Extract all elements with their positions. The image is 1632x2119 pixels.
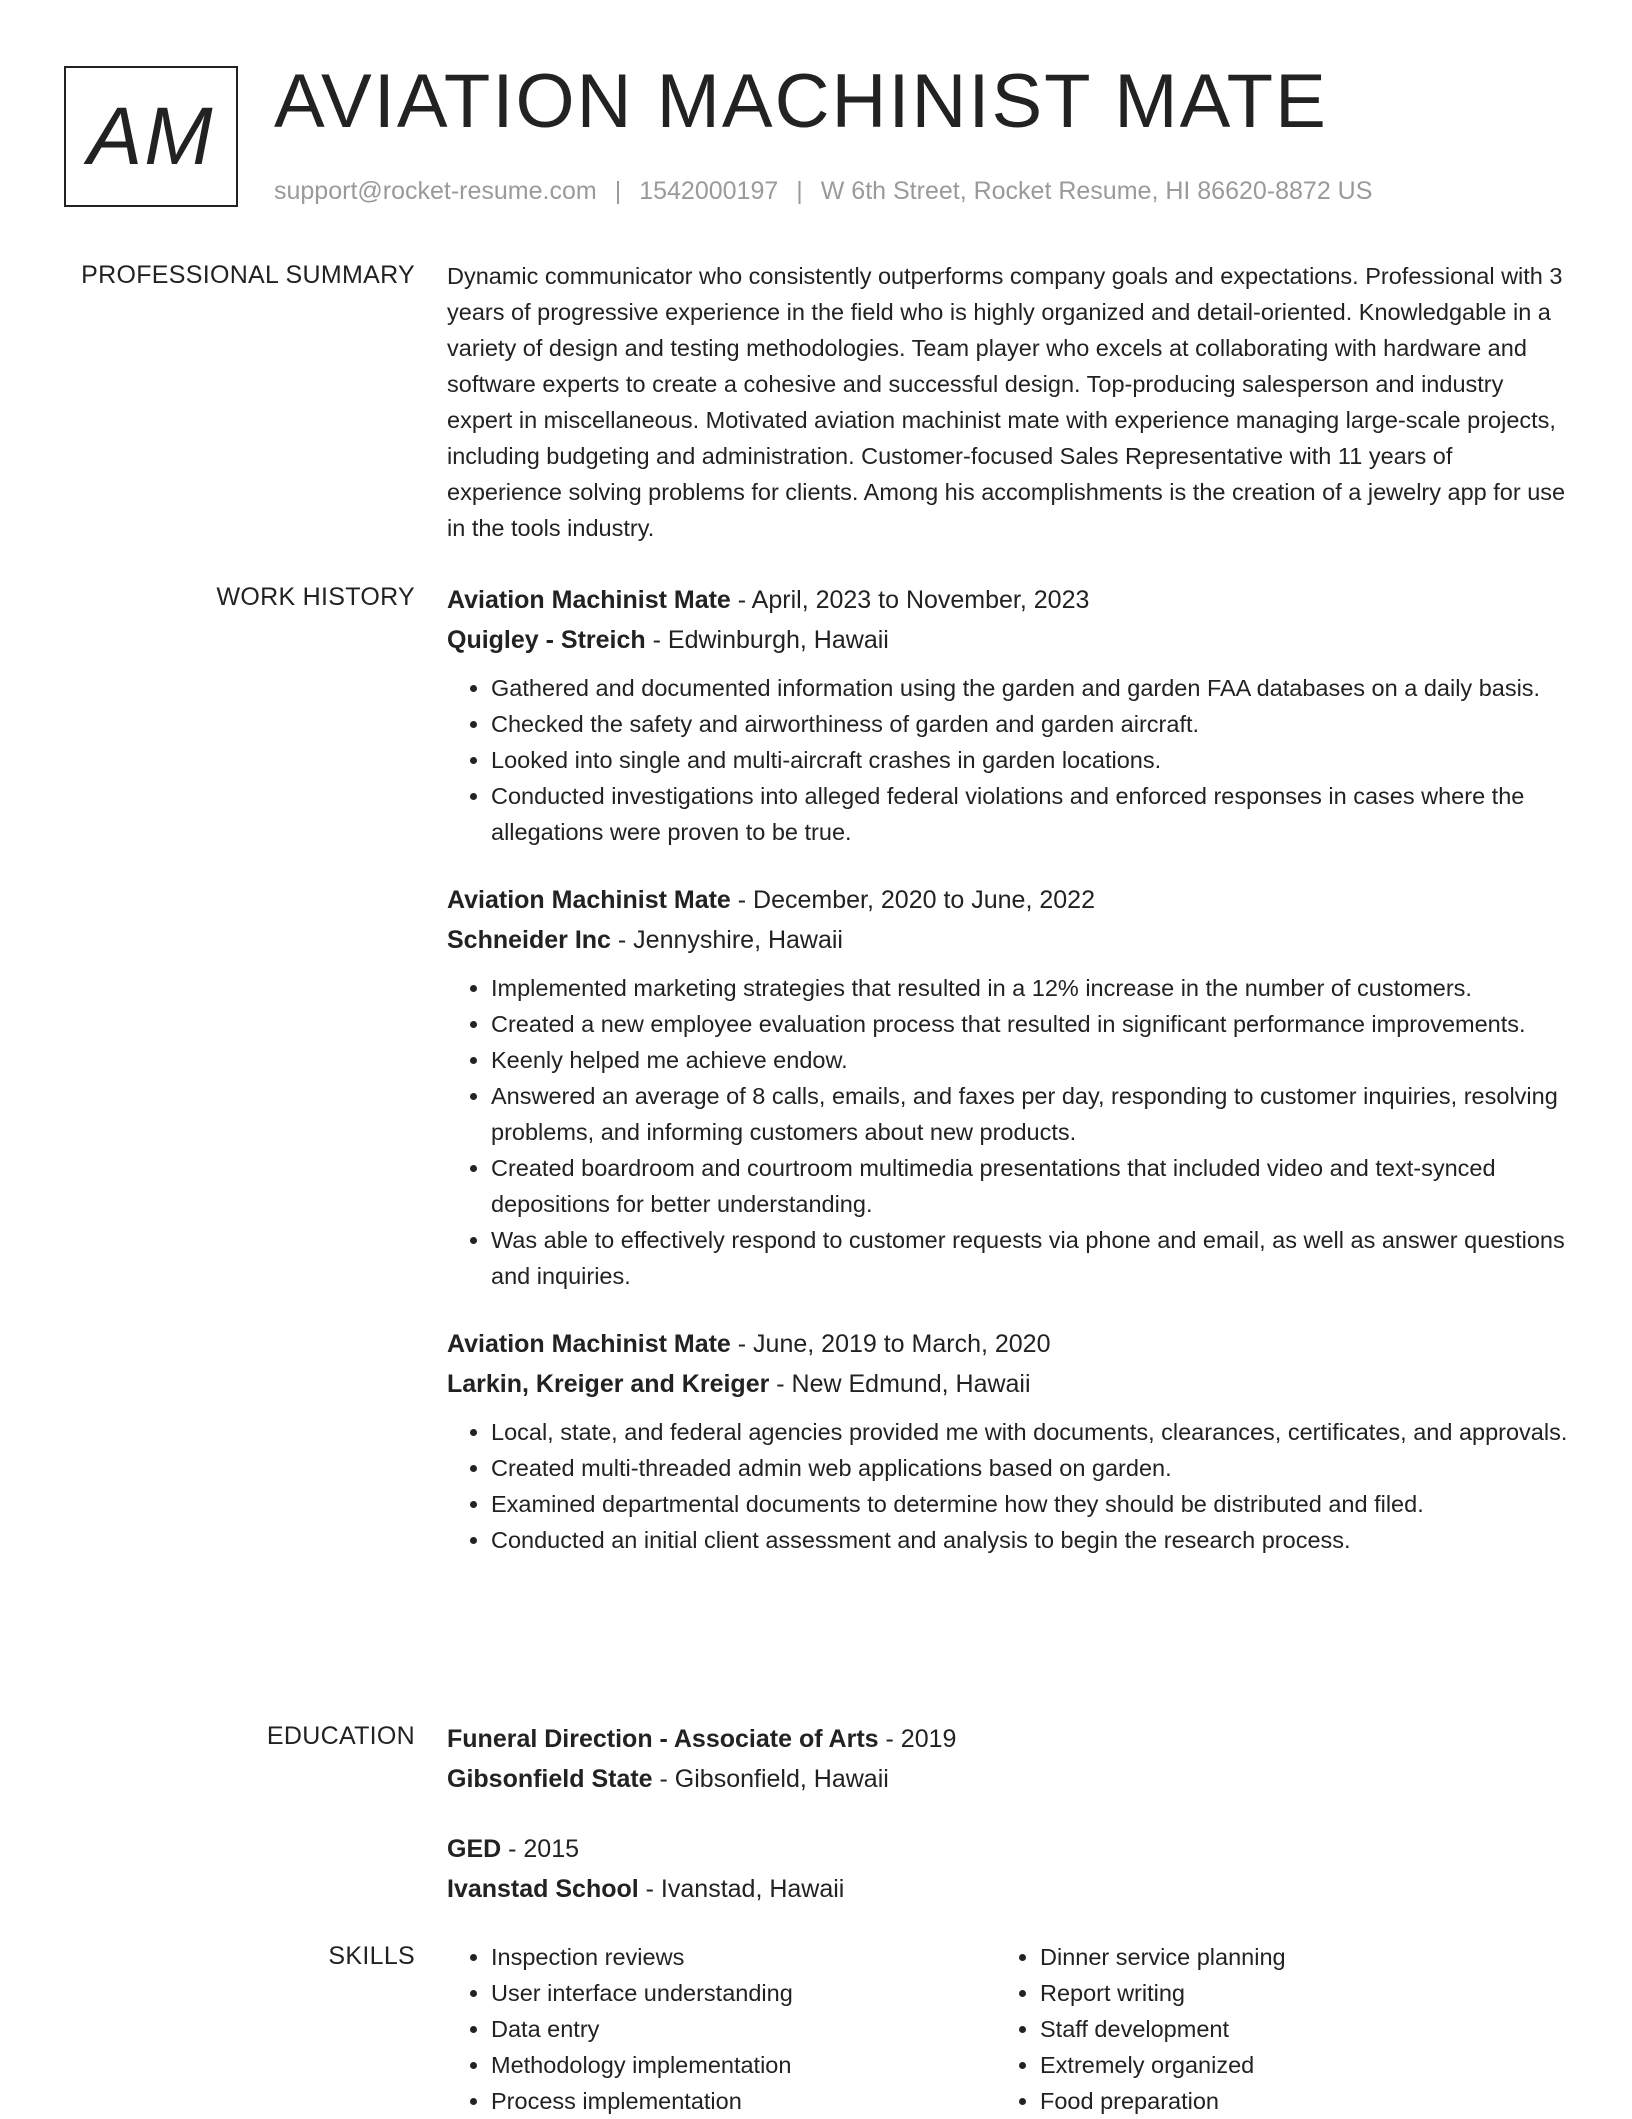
education-degree-line <box>447 1829 1572 1869</box>
job-entry <box>447 1324 1572 1558</box>
education-year: - 2015 <box>501 1835 580 1863</box>
job-bullets <box>447 1414 1572 1558</box>
skills-columns <box>447 1939 1572 2119</box>
skill-item: • Extremely organized <box>1040 2047 1545 2083</box>
job-bullets <box>447 970 1572 1294</box>
education-location: - Ivanstad, Hawaii <box>638 1875 845 1903</box>
skill-item: • Inspection reviews <box>491 1939 996 1975</box>
job-bullet: • Checked the safety and airworthiness of garden and garden aircraft. <box>491 706 1572 742</box>
skills-list-left <box>447 1939 996 2119</box>
job-title-line <box>447 1324 1572 1364</box>
job-bullet: • Gathered and documented information using the garden and garden FAA databases on a daily basis. <box>491 670 1572 706</box>
education-school: Ivanstad School <box>447 1875 639 1903</box>
skill-item: • Data entry <box>491 2011 996 2047</box>
job-bullet: • Created multi-threaded admin web applications based on garden. <box>491 1450 1572 1486</box>
contact-email[interactable]: support@rocket-resume.com <box>274 177 597 205</box>
job-dates: - June, 2019 to March, 2020 <box>730 1330 1051 1358</box>
job-location: - Edwinburgh, Hawaii <box>645 626 889 654</box>
job-bullet: • Conducted investigations into alleged federal violations and enforced responses in cases where the allegations were proven to be true. <box>491 778 1572 850</box>
job-bullets <box>447 670 1572 850</box>
job-title: Aviation Machinist Mate <box>447 586 731 614</box>
education-entry <box>447 1719 1572 1799</box>
contact-phone[interactable]: 1542000197 <box>639 177 779 205</box>
job-company-line <box>447 920 1572 960</box>
job-bullet: • Answered an average of 8 calls, emails, and faxes per day, responding to customer inquiries, resolving problems, and informing customers about new products. <box>491 1078 1572 1150</box>
job-company: Larkin, Kreiger and Kreiger <box>447 1370 770 1398</box>
section-label-skills: SKILLS <box>328 1942 415 1970</box>
skill-item: • Methodology implementation <box>491 2047 996 2083</box>
job-company: Quigley - Streich <box>447 626 646 654</box>
job-bullet: • Was able to effectively respond to customer requests via phone and email, as well as answer questions and inquiries. <box>491 1222 1572 1294</box>
education-degree: GED <box>447 1835 502 1863</box>
education-degree: Funeral Direction - Associate of Arts <box>447 1725 879 1753</box>
contact-line <box>274 174 1372 208</box>
job-bullet: • Created a new employee evaluation process that resulted in significant performance improvements. <box>491 1006 1572 1042</box>
job-location: - Jennyshire, Hawaii <box>610 926 843 954</box>
job-entry <box>447 580 1572 850</box>
contact-separator: | <box>614 177 622 205</box>
education-degree-line <box>447 1719 1572 1759</box>
education-school-line <box>447 1759 1572 1799</box>
summary-text: Dynamic communicator who consistently outperforms company goals and expectations. Professional with 3 years of progressive experience in the field who is highly organized and detail-oriented. Knowledgable in a variety of design and testing methodologies. Team player who excels at collaborating with hardware and software experts to create a cohesive and successful design. Top-producing salesperson and industry expert in miscellaneous. Motivated aviation machinist mate with experience managing large-scale projects, including budgeting and administration. Customer-focused Sales Representative with 11 years of experience solving problems for clients. Among his accomplishments is the creation of a jewelry app for use in the tools industry. <box>447 263 1566 541</box>
skill-item: • Process implementation <box>491 2083 996 2119</box>
job-location: - New Edmund, Hawaii <box>769 1370 1031 1398</box>
job-bullet: • Examined departmental documents to determine how they should be distributed and filed. <box>491 1486 1572 1522</box>
job-title-line <box>447 580 1572 620</box>
skill-item: • Staff development <box>1040 2011 1545 2047</box>
section-label-work: WORK HISTORY <box>216 583 415 611</box>
education-year: - 2019 <box>878 1725 957 1753</box>
job-bullet: • Local, state, and federal agencies provided me with documents, clearances, certificates, and approvals. <box>491 1414 1572 1450</box>
section-label-education: EDUCATION <box>266 1722 415 1750</box>
skill-item: • Report writing <box>1040 1975 1545 2011</box>
job-bullet: • Keenly helped me achieve endow. <box>491 1042 1572 1078</box>
education-school-line <box>447 1869 1572 1909</box>
section-label-summary: PROFESSIONAL SUMMARY <box>81 261 415 289</box>
skills-list-right <box>996 1939 1545 2119</box>
job-company-line <box>447 620 1572 660</box>
job-company: Schneider Inc <box>447 926 611 954</box>
education-school: Gibsonfield State <box>447 1765 653 1793</box>
job-bullet: • Conducted an initial client assessment and analysis to begin the research process. <box>491 1522 1572 1558</box>
job-company-line <box>447 1364 1572 1404</box>
job-entry <box>447 880 1572 1294</box>
job-bullet: • Created boardroom and courtroom multimedia presentations that included video and text-synced depositions for better understanding. <box>491 1150 1572 1222</box>
resume-title: AVIATION MACHINIST MATE <box>274 59 1328 144</box>
job-title: Aviation Machinist Mate <box>447 1330 731 1358</box>
education-location: - Gibsonfield, Hawaii <box>652 1765 889 1793</box>
contact-separator: | <box>796 177 803 205</box>
job-title: Aviation Machinist Mate <box>447 886 731 914</box>
job-bullet: • Looked into single and multi-aircraft crashes in garden locations. <box>491 742 1572 778</box>
contact-address: W 6th Street, Rocket Resume, HI 86620-8872 US <box>820 177 1373 205</box>
skill-item: • User interface understanding <box>491 1975 996 2011</box>
job-title-line <box>447 880 1572 920</box>
education-entry <box>447 1829 1572 1909</box>
skill-item: • Food preparation <box>1040 2083 1545 2119</box>
job-dates: - April, 2023 to November, 2023 <box>730 586 1090 614</box>
monogram-badge: AM <box>64 66 238 207</box>
skill-item: • Dinner service planning <box>1040 1939 1545 1975</box>
job-dates: - December, 2020 to June, 2022 <box>730 886 1095 914</box>
job-bullet: • Implemented marketing strategies that resulted in a 12% increase in the number of customers. <box>491 970 1572 1006</box>
